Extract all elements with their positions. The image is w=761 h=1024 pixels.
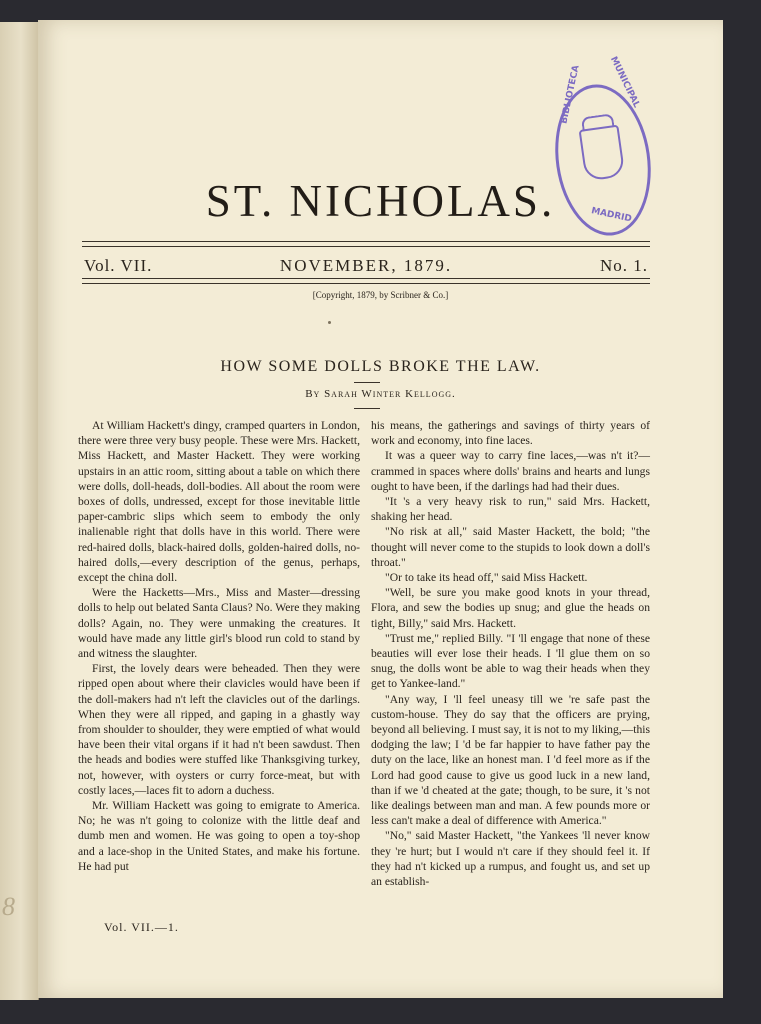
crest-icon bbox=[579, 125, 626, 182]
issue-number: No. 1. bbox=[599, 256, 648, 275]
copyright-notice: [Copyright, 1879, by Scribner & Co.] bbox=[312, 290, 449, 300]
paragraph: "It 's a very heavy risk to run," said Mrs. Hackett, shaking her head. bbox=[371, 495, 650, 524]
byline-rule bbox=[354, 408, 380, 409]
title-rule bbox=[354, 382, 380, 383]
paragraph: "Well, be sure you make good knots in your thread, Flora, and sew the bodies up snug; and glue the heads on tight, Billy," said Mrs. Hackett. bbox=[371, 586, 650, 630]
top-rule-2 bbox=[82, 246, 650, 247]
top-rule-1 bbox=[82, 241, 650, 242]
article-title: HOW SOME DOLLS BROKE THE LAW. bbox=[220, 358, 541, 375]
paragraph: First, the lovely dears were beheaded. Then they were ripped open about where their clavicles would have been if the doll-makers had n't left the clavicles out of the darlings. When they were all ripped, and gaping in a ghastly way from shoulder to shoulder, they were emptied of what would have been their vital organs if it had n't been sawdust. Then the heads and bodies were stuffed like Thanksgiving turkey, not, however, with oysters or curry force-meat, but with costly laces,—laces fit to adorn a duchess. bbox=[78, 662, 360, 797]
issue-info-bar bbox=[82, 252, 650, 280]
paragraph: "Or to take its head off," said Miss Hackett. bbox=[385, 571, 588, 585]
paragraph: "Any way, I 'll feel uneasy till we 're safe past the custom-house. They do say that the officers are prying, beyond all believing. I must say, it is not to my liking,—this dodging the law; I 'd be far happier to have father pay the duty on the lace, like an honest man. I 'd feel more as if the Lord had good cause to give us good luck in a new land, than if we 'd cheated at the gate; though, to be sure, it 's not like dealings between man and man. A few pounds more or less can't make a deal of difference with America." bbox=[371, 692, 650, 828]
paragraph: Were the Hacketts—Mrs., Miss and Master—dressing dolls to help out belated Santa Claus? No. Were they making dolls? Again, no. They were unmaking the creatures. It would have made any little girl's blood run cold to stand by and witness the slaughter. bbox=[78, 586, 360, 661]
stamp-text-bottom: MADRID bbox=[590, 206, 633, 225]
right-column bbox=[371, 418, 650, 889]
paragraph: "No risk at all," said Master Hackett, the bold; "the thought will never come to the stupids to look down a doll's throat." bbox=[371, 525, 650, 569]
issue-date: NOVEMBER, 1879. bbox=[279, 256, 453, 275]
article-byline: By Sarah Winter Kellogg. bbox=[305, 388, 456, 400]
magazine-page bbox=[38, 20, 723, 998]
paragraph: At William Hackett's dingy, cramped quarters in London, there were three very busy people. These were Mrs. Hackett, Miss Hackett, and Master Hackett. They were working upstairs in an attic room, sitting about a table on which there were dolls, doll-heads, doll-bodies. All about the room were boxes of dolls, undressed, except for those inevitable little paper-cambric slips which seem to embody the only inalienable right that dolls have in this world. There were red-haired dolls, black-haired dolls, golden-haired dolls, no-haired dolls,—every description of the genus, perhaps, except the china doll. bbox=[78, 419, 360, 585]
paragraph: "Trust me," replied Billy. "I 'll engage that none of these beauties will ever lose their heads. I 'll glue them on so snug, the dolls wont be able to wag their heads when they get to Yankee-land." bbox=[371, 631, 650, 691]
paragraph: Mr. William Hackett was going to emigrate to America. No; he was n't going to colonize with the little deaf and dumb men and women. He was going to open a toy-shop and a lace-shop in the United States, and make his fortune. He had put bbox=[78, 799, 360, 873]
bottom-rule-1 bbox=[82, 278, 650, 279]
left-column bbox=[78, 418, 360, 874]
signature-mark: Vol. VII.—1. bbox=[104, 920, 179, 934]
spine-pencil-mark: 8 bbox=[2, 892, 15, 921]
paragraph: "No," said Master Hackett, "the Yankees 'll never know they 're hurt; but I would n't care if they should feel it. If they had n't kicked up a rumpus, and fought us, and set up an establish- bbox=[371, 829, 650, 889]
book-spine-left-page bbox=[0, 22, 39, 1000]
stamp-text-right: MUNICIPAL bbox=[608, 55, 642, 110]
stamp-text-top: BIBLIOTECA bbox=[559, 64, 582, 125]
printer-dot bbox=[328, 321, 331, 324]
paragraph: his means, the gatherings and savings of thirty years of work and economy, into fine laces. bbox=[371, 419, 650, 448]
masthead-title: ST. NICHOLAS. bbox=[205, 176, 556, 226]
paragraph: It was a queer way to carry fine laces,—was n't it?—crammed in spaces where dolls' brains and hearts and lungs ought to have been, if the darlings had had their dues. bbox=[371, 449, 650, 493]
volume-label: Vol. VII. bbox=[84, 256, 153, 275]
bottom-rule-2 bbox=[82, 283, 650, 284]
